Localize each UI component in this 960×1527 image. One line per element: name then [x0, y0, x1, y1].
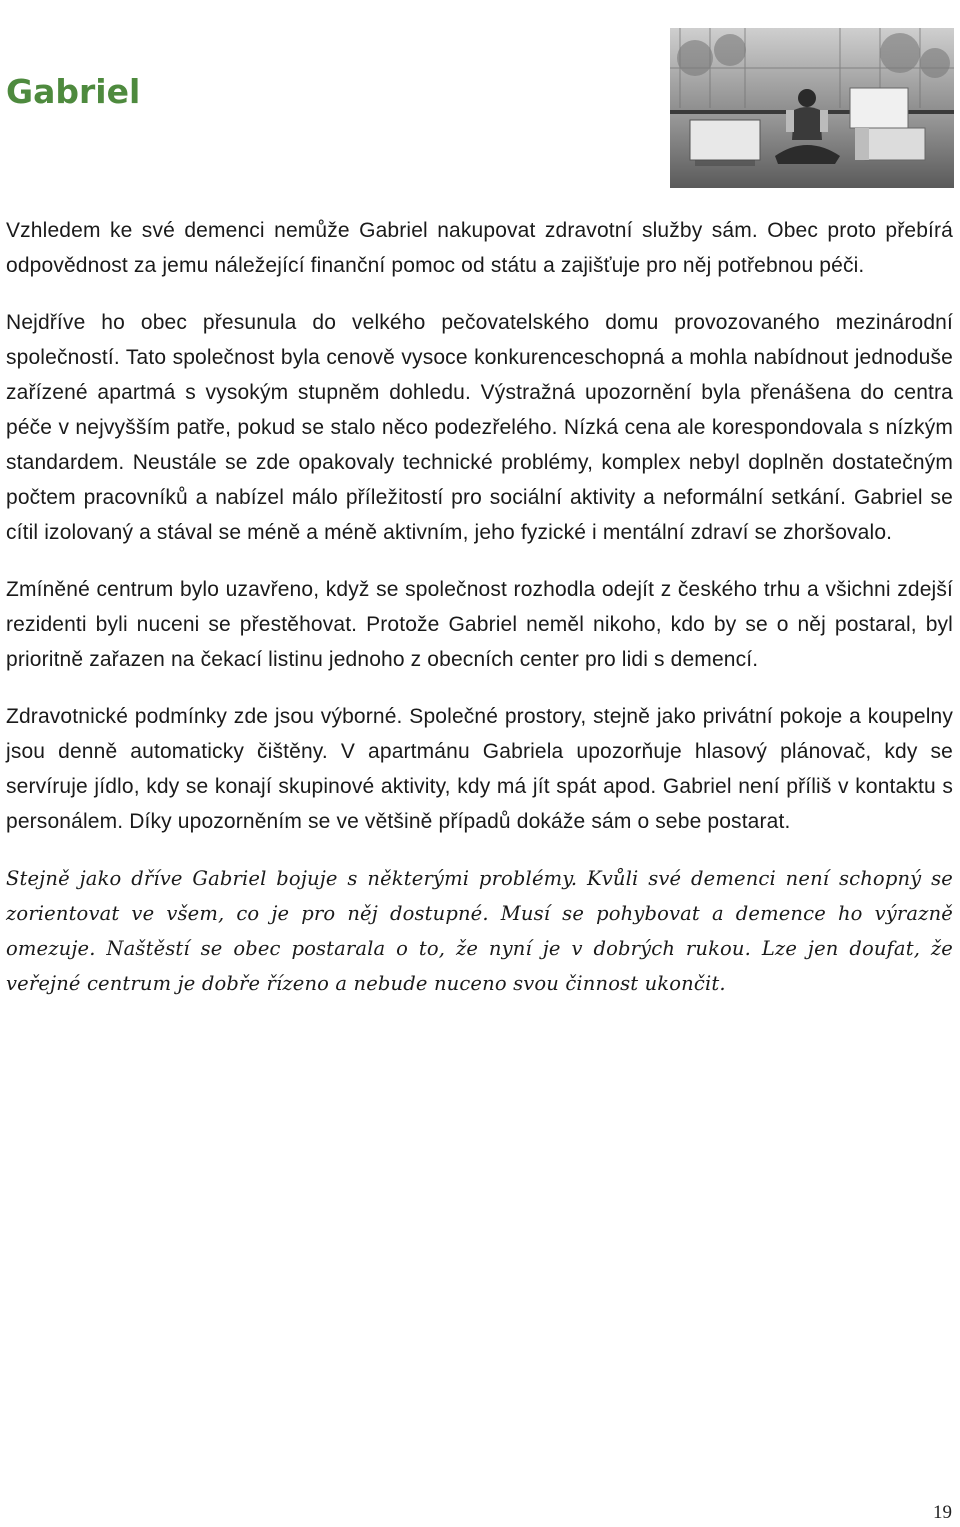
page-title: Gabriel — [6, 72, 141, 111]
document-body — [6, 213, 953, 1001]
paragraph-relocation: Zmíněné centrum bylo uzavřeno, když se společnost rozhodla odejít z českého trhu a všichni zdejší rezidenti byli nuceni se přestěhovat. Protože Gabriel neměl nikoho, kdo by se o něj postaral, byl prioritně zařazen na čekací listinu jednoho z obecních center pro lidi s demencí. — [6, 578, 953, 671]
page-number: 19 — [933, 1502, 952, 1523]
paragraph-intro: Vzhledem ke své demenci nemůže Gabriel nakupovat zdravotní služby sám. Obec proto přebírá odpovědnost za jemu náležející finanční pomoc od státu a zajišťuje pro něj potřebnou péči. — [6, 219, 953, 277]
paragraph-closing: Stejně jako dříve Gabriel bojuje s některými problémy. Kvůli své demenci není schopný se zorientovat ve všem, co je pro něj dostupné. Musí se pohybovat a demence ho výrazně omezuje. Naštěstí se obec postarala o to, že nyní je v dobrých rukou. Lze jen doufat, že veřejné centrum je dobře řízeno a nebude nuceno svou činnost ukončit. — [6, 867, 953, 995]
person-sitting-on-floor-photo — [670, 28, 954, 188]
paragraph-current-conditions: Zdravotnické podmínky zde jsou výborné. Společné prostory, stejně jako privátní pokoje a koupelny jsou denně automaticky čištěny. V apartmánu Gabriela upozorňuje hlasový plánovač, kdy se servíruje jídlo, kdy se konají skupinové aktivity, kdy má jít spát apod. Gabriel není příliš v kontaktu s personálem. Díky upozorněním se ve většině případů dokáže sám o sebe postarat. — [6, 705, 953, 833]
paragraph-first-home: Nejdříve ho obec přesunula do velkého pečovatelského domu provozovaného mezinárodní společností. Tato společnost byla cenově vysoce konkurenceschopná a mohla nabídnout jednoduše zařízené apartmá s vysokým stupněm dohledu. Výstražná upozornění byla přenášena do centra péče v nejvyšším patře, pokud se stalo něco podezřelého. Nízká cena ale korespondovala s nízkým standardem. Neustále se zde opakovaly technické problémy, komplex nebyl doplněn dostatečným počtem pracovníků a nabízel málo příležitostí pro sociální aktivity a neformální setkání. Gabriel se cítil izolovaný a stával se méně a méně aktivním, jeho fyzické i mentální zdraví se zhoršovalo. — [6, 311, 953, 544]
